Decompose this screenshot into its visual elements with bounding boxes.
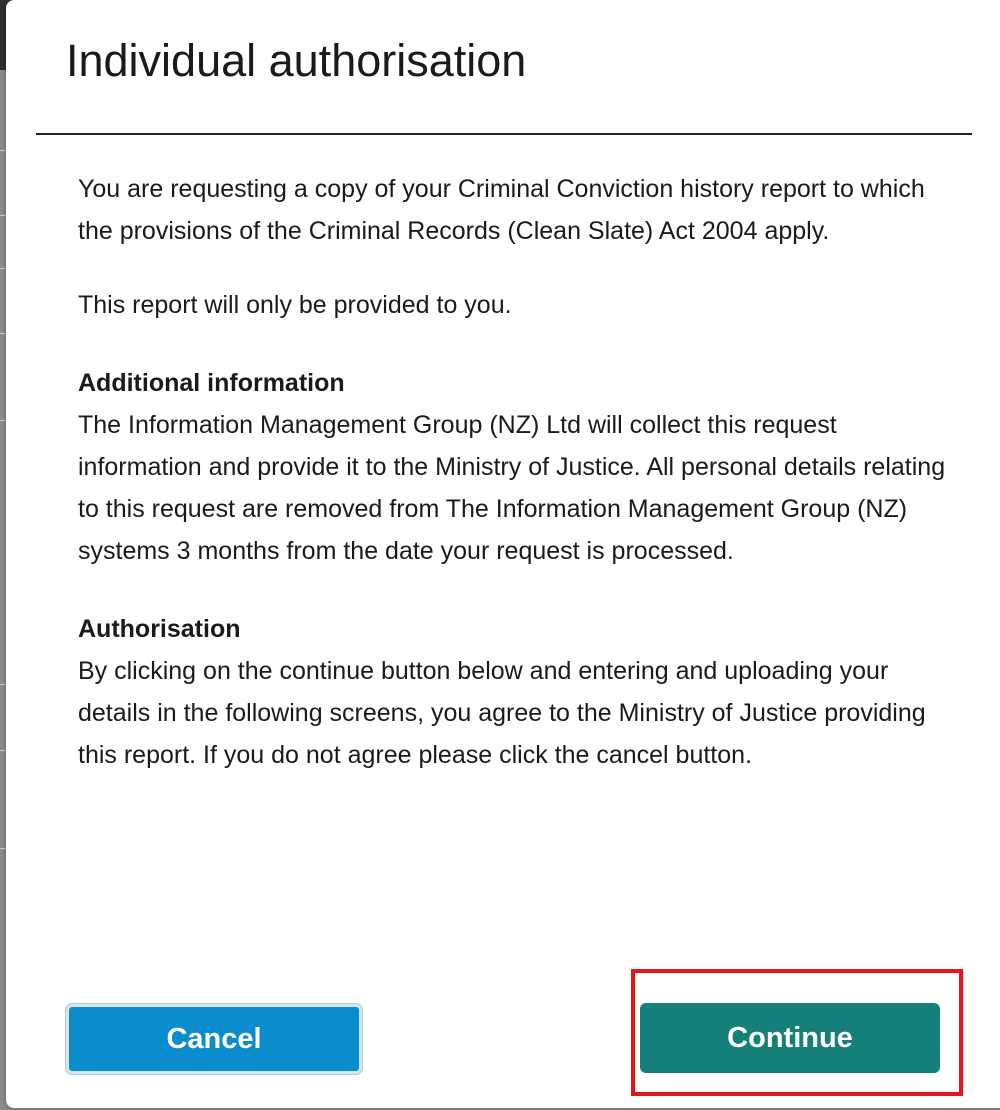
dialog-body (78, 168, 948, 776)
additional-information-section (78, 362, 948, 572)
authorisation-section (78, 608, 948, 776)
report-recipient-paragraph: This report will only be provided to you. (78, 291, 512, 319)
additional-information-heading: Additional information (78, 369, 345, 397)
title-divider (36, 133, 972, 135)
authorisation-heading: Authorisation (78, 615, 241, 643)
authorisation-text: By clicking on the continue button below and entering and uploading your details in the following screens, you agree to the Ministry of Justice providing this report. If you do not agree please click the cancel button. (78, 657, 926, 769)
additional-information-text: The Information Management Group (NZ) Ltd will collect this request information and provide it to the Ministry of Justice. All personal details relating to this request are removed from The Information Management Group (NZ) systems 3 months from the date your request is processed. (78, 411, 946, 565)
cancel-button[interactable]: Cancel (66, 1004, 362, 1074)
authorisation-dialog (6, 0, 1000, 1108)
continue-button[interactable]: Continue (640, 1003, 940, 1073)
intro-paragraph: You are requesting a copy of your Criminal Conviction history report to which the provisions of the Criminal Records (Clean Slate) Act 2004 apply. (78, 175, 925, 245)
dialog-title: Individual authorisation (66, 35, 527, 86)
